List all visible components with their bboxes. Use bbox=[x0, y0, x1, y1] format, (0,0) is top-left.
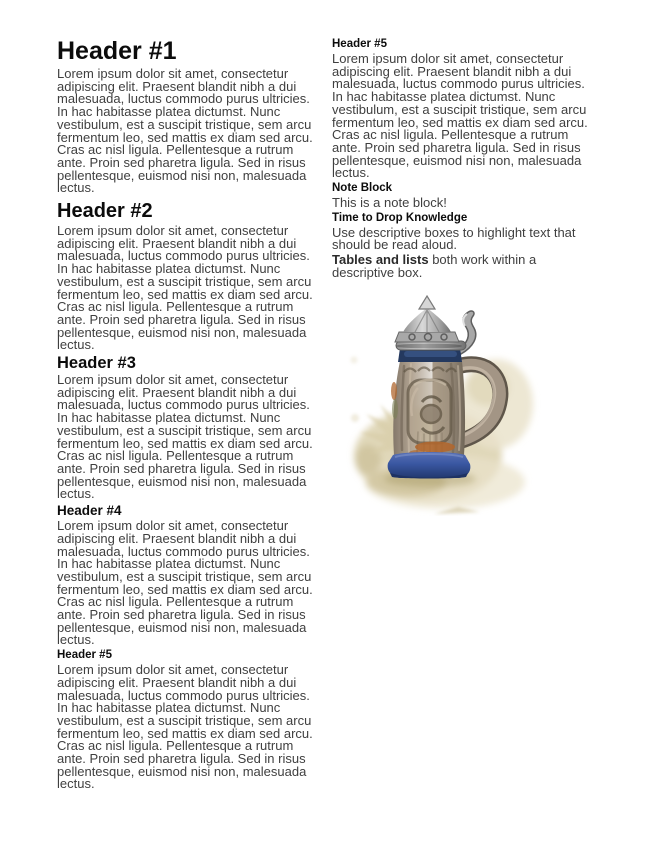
body-paragraph: Lorem ipsum dolor sit amet, consectetur adipiscing elit. Praesent blandit nibh a dui malesuada, luctus commodo purus ultricies. In hac habitasse platea dictumst. Nunc vestibulum, est a suscipit tristique, sem arcu fermentum leo, sed mattis ex diam sed arcu. Cras ac nisl ligula. Pellentesque a rutrum ante. Proin sed pharetra ligula. Sed in risus pellentesque, euismod nisi non, malesuada lectus. bbox=[57, 66, 313, 196]
note-block-title: Note Block bbox=[332, 182, 393, 195]
body-paragraph: Lorem ipsum dolor sit amet, consectetur adipiscing elit. Praesent blandit nibh a dui malesuada, luctus commodo purus ultricies. In hac habitasse platea dictumst. Nunc vestibulum, est a suscipit tristique, sem arcu fermentum leo, sed mattis ex diam sed arcu. Cras ac nisl ligula. Pellentesque a rutrum ante. Proin sed pharetra ligula. Sed in risus pellentesque, euismod nisi non, malesuada lectus. bbox=[57, 518, 313, 648]
beer-stein-image bbox=[338, 292, 620, 516]
body-paragraph: Lorem ipsum dolor sit amet, consectetur adipiscing elit. Praesent blandit nibh a dui malesuada, luctus commodo purus ultricies. In hac habitasse platea dictumst. Nunc vestibulum, est a suscipit tristique, sem arcu fermentum leo, sed mattis ex diam sed arcu. Cras ac nisl ligula. Pellentesque a rutrum ante. Proin sed pharetra ligula. Sed in risus pellentesque, euismod nisi non, malesuada lectus. bbox=[57, 662, 313, 792]
heading-1: Header #1 bbox=[57, 37, 177, 65]
knowledge-text: Use descriptive boxes to highlight text that should be read aloud. bbox=[332, 224, 576, 253]
body-paragraph: Lorem ipsum dolor sit amet, consectetur adipiscing elit. Praesent blandit nibh a dui malesuada, luctus commodo purus ultricies. In hac habitasse platea dictumst. Nunc vestibulum, est a suscipit tristique, sem arcu fermentum leo, sed mattis ex diam sed arcu. Cras ac nisl ligula. Pellentesque a rutrum ante. Proin sed pharetra ligula. Sed in risus pellentesque, euismod nisi non, malesuada lectus. bbox=[57, 372, 313, 502]
tables-lists-bold: Tables and lists bbox=[332, 252, 429, 268]
body-paragraph: Lorem ipsum dolor sit amet, consectetur adipiscing elit. Praesent blandit nibh a dui malesuada, luctus commodo purus ultricies. In hac habitasse platea dictumst. Nunc vestibulum, est a suscipit tristique, sem arcu fermentum leo, sed mattis ex diam sed arcu. Cras ac nisl ligula. Pellentesque a rutrum ante. Proin sed pharetra ligula. Sed in risus pellentesque, euismod nisi non, malesuada lectus. bbox=[57, 223, 313, 353]
right-column bbox=[332, 38, 594, 282]
stein-carving bbox=[408, 380, 451, 443]
knowledge-title: Time to Drop Knowledge bbox=[332, 211, 468, 224]
heading-4: Header #4 bbox=[57, 503, 122, 519]
note-block-text: This is a note block! bbox=[332, 195, 447, 211]
tables-lists-line: Tables and lists both work within a descriptive box. bbox=[332, 252, 537, 280]
left-column bbox=[57, 38, 319, 793]
body-paragraph: Lorem ipsum dolor sit amet, consectetur adipiscing elit. Praesent blandit nibh a dui malesuada, luctus commodo purus ultricies. In hac habitasse platea dictumst. Nunc vestibulum, est a suscipit tristique, sem arcu fermentum leo, sed mattis ex diam sed arcu. Cras ac nisl ligula. Pellentesque a rutrum ante. Proin sed pharetra ligula. Sed in risus pellentesque, euismod nisi non, malesuada lectus. bbox=[332, 51, 588, 181]
heading-3: Header #3 bbox=[57, 354, 136, 373]
heading-5: Header #5 bbox=[332, 38, 387, 50]
heading-2: Header #2 bbox=[57, 200, 153, 223]
stein-lid bbox=[395, 296, 466, 350]
heading-5: Header #5 bbox=[57, 649, 112, 662]
stein-body bbox=[391, 361, 465, 456]
stein-base bbox=[388, 452, 471, 479]
